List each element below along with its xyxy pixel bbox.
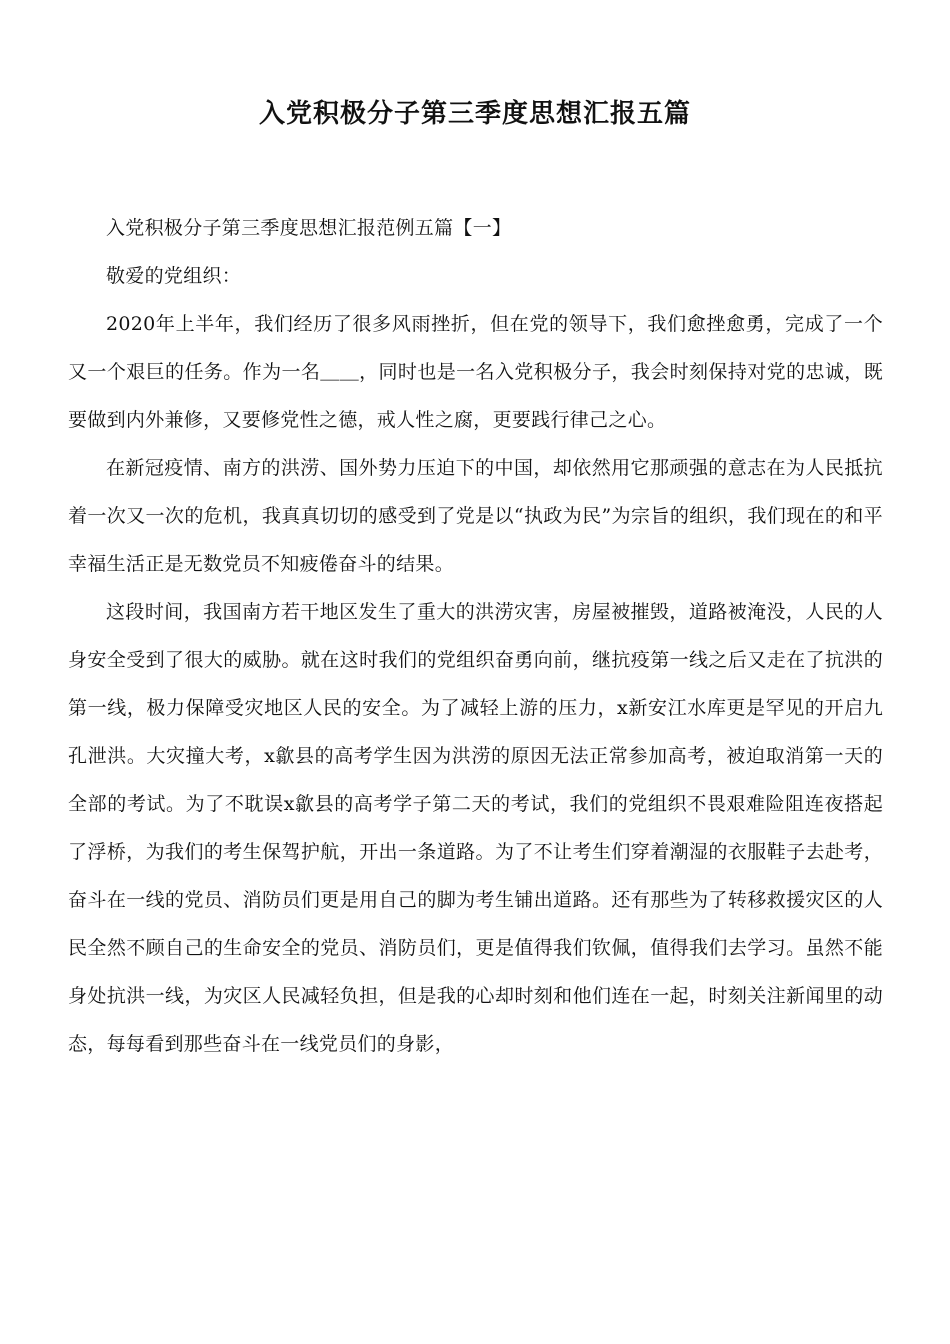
document-body	[68, 204, 883, 1068]
paragraph: 2020年上半年，我们经历了很多风雨挫折，但在党的领导下，我们愈挫愈勇，完成了一个又一个艰巨的任务。作为一名＿＿，同时也是一名入党积极分子，我会时刻保持对党的忠诚，既要做到内外兼修，又要修党性之德，戒人性之腐，更要践行律己之心。	[68, 313, 883, 431]
salutation: 敬爱的党组织：	[106, 265, 242, 287]
document-title: 入党积极分子第三季度思想汇报五篇	[258, 99, 691, 129]
section-heading: 入党积极分子第三季度思想汇报范例五篇【一】	[106, 217, 512, 239]
paragraph: 在新冠疫情、南方的洪涝、国外势力压迫下的中国，却依然用它那顽强的意志在为人民抵抗着一次又一次的危机，我真真切切的感受到了党是以“执政为民”为宗旨的组织，我们现在的和平幸福生活正是无数党员不知疲倦奋斗的结果。	[68, 457, 883, 575]
paragraph: 这段时间，我国南方若干地区发生了重大的洪涝灾害，房屋被摧毁，道路被淹没，人民的人身安全受到了很大的威胁。就在这时我们的党组织奋勇向前，继抗疫第一线之后又走在了抗洪的第一线，极力保障受灾地区人民的安全。为了减轻上游的压力，x新安江水库更是罕见的开启九孔泄洪。大灾撞大考，x歙县的高考学生因为洪涝的原因无法正常参加高考，被迫取消第一天的全部的考试。为了不耽误x歙县的高考学子第二天的考试，我们的党组织不畏艰难险阻连夜搭起了浮桥，为我们的考生保驾护航，开出一条道路。为了不让考生们穿着潮湿的衣服鞋子去赴考，奋斗在一线的党员、消防员们更是用自己的脚为考生铺出道路。还有那些为了转移救援灾区的人民全然不顾自己的生命安全的党员、消防员们，更是值得我们钦佩，值得我们去学习。虽然不能身处抗洪一线，为灾区人民减轻负担，但是我的心却时刻和他们连在一起，时刻关注新闻里的动态，每每看到那些奋斗在一线党员们的身影，	[68, 601, 883, 1055]
